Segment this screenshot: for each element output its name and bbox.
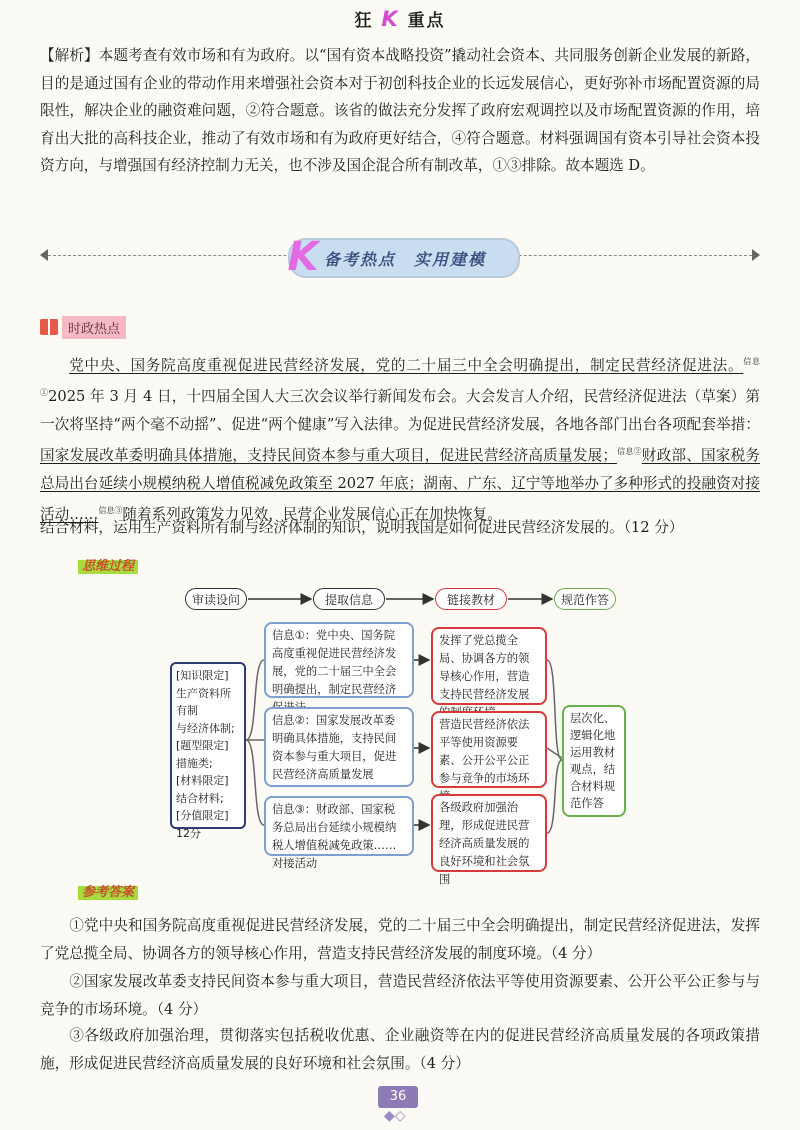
answer-method-box: 层次化、逻辑化地运用教材观点，结合材料规范作答	[562, 705, 626, 817]
analysis-paragraph	[40, 42, 760, 180]
qa-line: [分值限定]	[176, 809, 229, 822]
qa-line: [材料限定]	[176, 774, 229, 787]
answer-item-3: ③各级政府加强治理，贯彻落实包括税收优惠、企业融资等在内的促进民营经济高质量发展的各项政策措施，形成促进民营经济高质量发展的良好环境和社会氛围。（4 分）	[40, 1027, 760, 1072]
page-number-deco-icon: ◆◇	[384, 1108, 406, 1124]
qa-line: [知识限定]	[176, 669, 229, 682]
news-part2: 2025 年 3 月 4 日，十四届全国人大三次会议举行新闻发布会。大会发言人介绍，民营经济促进法（草案）第一次将坚持“两个毫不动摇”、促进“两个健康”写入法律。为促进民营经济发展，各地各部门出台各项配套举措：	[40, 388, 760, 433]
qa-line: 与经济体制;	[176, 721, 235, 735]
textbook-box-1: 发挥了党总揽全局、协调各方的领导核心作用，营造支持民营经济发展	[431, 627, 547, 705]
book-icon	[40, 319, 58, 335]
news-info3: 财政部、国家税务总局出台延续小规模纳税人增值税减免政策至 2027 年底；湖南、广东、辽宁等地举办了多种形式的投融资对接活动……	[40, 447, 760, 523]
qa-line: 生产资料所有制	[176, 686, 231, 717]
qa-line: 措施类;	[176, 756, 213, 770]
answer-label: 参考答案	[78, 886, 138, 900]
thinking-label: 思维过程	[78, 560, 138, 574]
header-pre: 狂	[354, 11, 374, 31]
answer-item-2: ②国家发展改革委支持民间资本参与重大项目，营造民营经济依法平等使用资源要素、公开公平公正参与与竞争的市场环境。（4 分）	[40, 973, 760, 1018]
banner-title: 备考热点 实用建模	[324, 249, 487, 269]
question-analysis-box	[170, 662, 246, 840]
analysis-label: 【解析】	[40, 47, 99, 64]
step-read-question: 审读设问	[185, 588, 247, 610]
info-box-1: 信息①：党中央、国务院高度重视促进民营经济发展，党的二十届三中全会明确提出，制定民营经济	[264, 622, 414, 698]
page-number: 36	[378, 1086, 418, 1108]
step-answer: 规范作答	[554, 588, 616, 610]
info-box-3: 信息③：财政部、国家税务总局出台延续小规模纳税人增值税减免政策……对接活动	[264, 796, 414, 856]
sup-info3: 信息③	[98, 506, 123, 516]
qa-line: 结合材料;	[176, 791, 224, 805]
news-part5: 随着系列政策发力见效，民营企业发展信心正在加快恢复。	[122, 505, 502, 523]
sup-info2: 信息②	[616, 447, 642, 457]
section-divider	[40, 234, 760, 280]
news-paragraph	[40, 348, 760, 528]
answer-item-1: ①党中央和国务院高度重视促进民营经济发展，党的二十届三中全会明确提出，制定民营经济促进法，发挥了党总揽全局、协调各方的领导核心作用，营造支持民营经济发展的制度环境。（4 分）	[40, 917, 760, 962]
info-box-2: 信息②：国家发展改革委明确具体措施，支持民间资本参与重大项目，促进民营经济高质量发展	[264, 707, 414, 787]
textbook-box-3: 各级政府加强治理，形成促进民营经济高质量发展的良好环境和社会氛围	[431, 794, 547, 872]
k-logo: K	[381, 7, 400, 31]
page-header	[0, 6, 800, 31]
section-tag	[40, 316, 126, 338]
header-post: 重点	[407, 11, 446, 31]
step-extract-info: 提取信息	[313, 588, 385, 610]
news-info1: 党中央、国务院高度重视促进民营经济发展，党的二十届三中全会明确提出，制定民营经济促进法。	[69, 356, 744, 374]
question-text: 结合材料，运用生产资料所有制与经济体制的知识，说明我国是如何促进民营经济发展的。（12 分）	[40, 519, 684, 536]
section-banner	[287, 234, 520, 280]
textbook-box-2: 营造民营经济依法平等使用资源要素、公开公平公正参与竞争的市场环	[431, 711, 547, 788]
qa-line: 12分	[176, 826, 201, 840]
section-tag-label: 时政热点	[62, 316, 126, 339]
qa-line: [题型限定]	[176, 739, 229, 752]
sup-info1: 信息①	[40, 357, 760, 398]
divider-arrow-right-icon	[752, 249, 760, 261]
analysis-text: 本题考查有效市场和有为政府。以“国有资本战略投资”撬动社会资本、共同服务创新企业发展的新路，目的是通过国有企业的带动作用来增强社会资本对于初创科技企业的长远发展信心，更好弥补市场配置资源的局限性，解决企业的融资难问题，②符合题意。该省的做法充分发挥了政府宏观调控以及市场配置资源的作用，培育出大批的高科技企业，推动了有效市场和有为政府更好结合，④符合题意。材料强调国有资本引导社会资本投资方向，与增强国有经济控制力无关，也不涉及国企混合所有制改革，①③排除。故本题选 D。	[40, 47, 760, 174]
step-link-textbook: 链接教材	[435, 588, 507, 610]
k-banner-icon: K	[287, 234, 319, 280]
divider-arrow-left-icon	[40, 249, 48, 261]
news-info2: 国家发展改革委明确具体措施，支持民间资本参与重大项目，促进民营经济高质量发展；	[40, 447, 617, 465]
